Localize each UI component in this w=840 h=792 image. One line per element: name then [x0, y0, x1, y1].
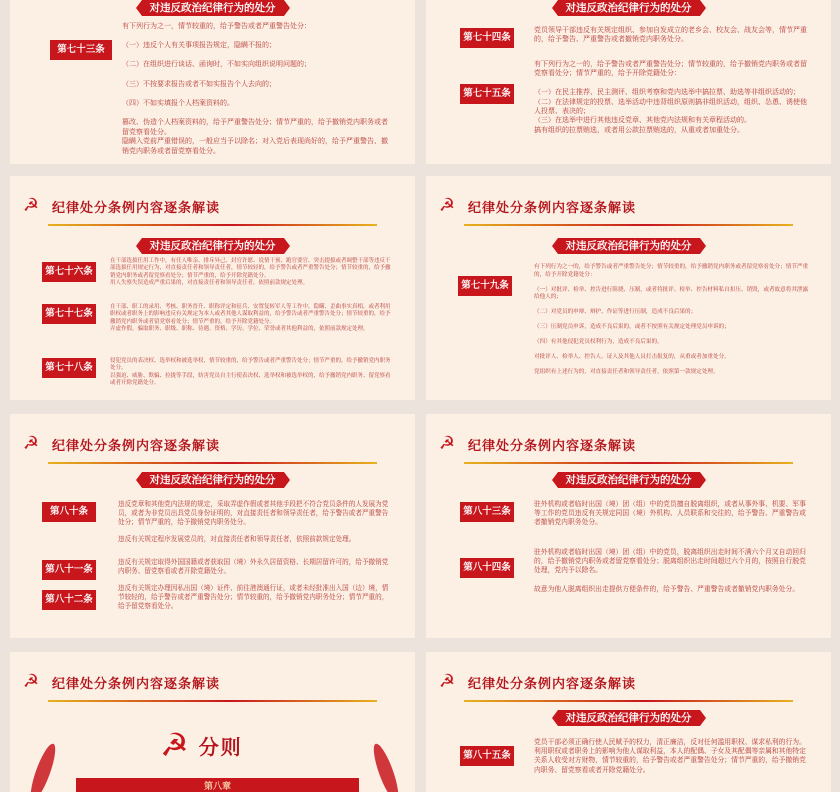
header-rule [464, 224, 793, 226]
banner: 对违反政治纪律行为的处分 [558, 472, 700, 488]
slide-header [20, 432, 220, 456]
banner: 对违反政治纪律行为的处分 [558, 0, 700, 16]
banner: 对违反政治纪律行为的处分 [142, 472, 284, 488]
slide-header [20, 670, 220, 694]
article-tag: 第八十二条 [42, 590, 96, 610]
article-text: 驻外机构或者临时出国（境）团（组）中的党员，脱离组织出走时间不满六个月又自动回归的，给予撤销党内职务或者留党察看处分；脱离组织出走时间超过六个月的，按照自行脱党处理，党内予以除名。 故意为他人脱离组织出走提供方便条件的，给予警告、严重警告或者撤销党内职务处分。 [534, 548, 806, 593]
banner: 对违反政治纪律行为的处分 [558, 238, 700, 254]
slide-article-79 [426, 176, 831, 400]
article-text: 驻外机构或者临时出国（境）团（组）中的党员擅自脱离组织，或者从事外事、机要、军事等工作的党员违反有关规定同国（境）外机构、人员联系和交往的，给予警告、严重警告或者撤销党内职务处分。 [534, 500, 806, 527]
article-text: 党员领导干部违反有关规定组织、参加自发成立的老乡会、校友会、战友会等，情节严重的，给予警告、严重警告或者撤销党内职务处分。 [534, 26, 807, 44]
article-tag: 第七十七条 [42, 304, 96, 324]
hammer-sickle-icon: ☭ [438, 433, 456, 454]
article-tag: 第八十三条 [460, 502, 514, 522]
article-tag: 第八十条 [42, 502, 96, 522]
header-title: 纪律处分条例内容逐条解读 [52, 438, 221, 454]
slide-article-73 [10, 0, 415, 164]
article-text: 违反党章和其他党内法规的规定，采取弄虚作假或者其他手段把不符合党员条件的人发展为党员，或者为非党员出具党员身份证明的，对直接责任者和领导责任者，给予警告或者严重警告处分；情节严重的，给予撤销党内职务处分。 违反有关规定程序发展党员的，对直接责任者和领导责任者，依照前款规定处理。 [118, 500, 389, 544]
section-title: 分则 [198, 734, 243, 759]
slide-article-83-84 [426, 414, 831, 638]
hammer-sickle-icon: ☭ [22, 671, 40, 692]
article-tag: 第七十六条 [42, 262, 96, 282]
slide-header [436, 432, 636, 456]
article-text: 有下列行为之一的，给予警告或者严重警告处分；情节较重的，给予撤销党内职务或者留党察看处分；情节严重的，给予开除党籍处分： （一）在民主推荐、民主测评、组织考察和党内选举中搞拉票、助选等非组织活动的； （二）在法律规定的投票、选举活动中违背组织原则搞非组织活动，组织、怂恿、诱使他人投票、表决的； （三）在选举中进行其他违反党章、其他党内法规和有关章程活动的。 搞有组织的拉票贿选，或者用公款拉票贿选的，从重或者加重处分。 [534, 60, 807, 134]
slide-header [436, 670, 636, 694]
article-tag: 第七十四条 [460, 28, 514, 48]
article-tag: 第七十九条 [458, 276, 512, 296]
slide-header [20, 194, 220, 218]
banner: 对违反政治纪律行为的处分 [558, 710, 700, 726]
wheat-left-icon [26, 741, 60, 792]
slide-header [436, 194, 636, 218]
article-text: 有下列行为之一，情节较重的，给予警告或者严重警告处分： （一）违反个人有关事项报告规定，隐瞒不报的； （二）在组织进行谈话、函询时，不如实向组织说明问题的； （三）不按要求报告或者不如实报告个人去向的； （四）不如实填报个人档案资料的。 篡改、伪造个人档案资料的，给予严重警告处分；情节严重的，给予撤销党内职务或者留党察看处分。 隐瞒入党前严重错误的，一般应当予以除名；对入党后表现尚好的，给予严重警告、撤销党内职务或者留党察看处分。 [122, 22, 388, 155]
slide-article-76-78 [10, 176, 415, 400]
chapter-band [76, 778, 359, 792]
section-head [160, 726, 243, 764]
slide-article-74-75 [426, 0, 831, 164]
slide-article-85 [426, 652, 831, 792]
header-rule [464, 700, 793, 702]
slide-article-80-82 [10, 414, 415, 638]
band-text: 第八章 [203, 782, 232, 792]
hammer-sickle-icon: ☭ [438, 195, 456, 216]
header-title: 纪律处分条例内容逐条解读 [52, 200, 221, 216]
article-tag: 第八十一条 [42, 560, 96, 580]
hammer-sickle-icon: ☭ [22, 195, 40, 216]
slide-section-fenze [10, 652, 415, 792]
header-rule [48, 462, 377, 464]
article-tag: 第七十三条 [50, 40, 112, 60]
article-tag: 第八十五条 [460, 746, 514, 766]
header-title: 纪律处分条例内容逐条解读 [468, 676, 637, 692]
hammer-sickle-icon: ☭ [160, 726, 189, 764]
article-tag: 第八十四条 [460, 558, 514, 578]
article-text: 在干部选拔任用工作中，有任人唯亲、排斥异己、封官许愿、说情干预、跑官要官、突击提拔或者调整干部等违反干部选拔任用规定行为，对直接责任者和领导责任者，情节较轻的，给予警告或者严重警告处分；情节较重的，给予撤销党内职务或者留党察看处分；情节严重的，给予开除党籍处分。 用人失察失误造成严重后果的，对直接责任者和领导责任者，依照前款规定处理。 [110, 258, 391, 287]
article-tag: 第七十八条 [42, 358, 96, 378]
article-text: 违反有关规定取得外国国籍或者获取国（境）外永久居留资格、长期居留许可的，给予撤销党内职务、留党察看或者开除党籍处分。 [118, 558, 389, 575]
hammer-sickle-icon: ☭ [438, 671, 456, 692]
article-text: 违反有关规定办理因私出国（境）证件、前往港澳通行证，或者未经批准出入国（边）境，情节较轻的，给予警告或者严重警告处分；情节较重的，给予撤销党内职务处分；情节严重的，给予留党察看处分。 [118, 584, 389, 610]
header-rule [48, 700, 377, 702]
header-title: 纪律处分条例内容逐条解读 [468, 438, 637, 454]
article-text: 有下列行为之一的，给予警告或者严重警告处分；情节较重的，给予撤销党内职务或者留党察看处分；情节严重的，给予开除党籍处分： （一）对批评、检举、控告进行阻挠、压制，或者将批评、检举、控告材料私自扣压、销毁，或者故意将其泄露给他人的； （二）对党员的申辩、辩护、作证等进行压制，造成不良后果的； （三）压制党员申诉，造成不良后果的，或者不按照有关规定处理党员申诉的； （四）有其他侵犯党员权利行为，造成不良后果的。 对批评人、检举人、控告人、证人及其他人员打击报复的，从重或者加重处分。 党组织有上述行为的，对直接责任者和领导责任者，依照第一款规定处理。 [534, 264, 809, 375]
header-rule [464, 462, 793, 464]
article-text: 侵犯党员的表决权、选举权和被选举权，情节较重的，给予警告或者严重警告处分；情节严重的，给予撤销党内职务处分。 以强迫、威胁、欺骗、拉拢等手段，妨害党员自主行使表决权、选举权和被选举权的，给予撤销党内职务、留党察看或者开除党籍处分。 [110, 358, 391, 387]
article-tag: 第七十五条 [460, 84, 514, 104]
header-rule [48, 224, 377, 226]
header-title: 纪律处分条例内容逐条解读 [468, 200, 637, 216]
banner: 对违反政治纪律行为的处分 [142, 238, 284, 254]
article-text: 在干部、职工的录用、考核、职务晋升、职称评定和征兵、安置复转军人等工作中，隐瞒、歪曲事实真相，或者利用职权或者职务上的影响违反有关规定为本人或者其他人谋取利益的，给予警告或者严重警告处分；情节较重的，给予撤销党内职务或者留党察看处分；情节严重的，给予开除党籍处分。 弄虚作假，骗取职务、职级、职称、待遇、资格、学历、学位、荣誉或者其他利益的，依照前款规定处理。 [110, 304, 391, 333]
hammer-sickle-icon: ☭ [22, 433, 40, 454]
header-title: 纪律处分条例内容逐条解读 [52, 676, 221, 692]
article-text: 党员干部必须正确行使人民赋予的权力，清正廉洁，反对任何滥用职权、谋求私利的行为。 利用职权或者职务上的影响为他人谋取利益，本人的配偶、子女及其配偶等亲属和其他特定关系人收受对方财物，情节较重的，给予警告或者严重警告处分；情节严重的，给予撤销党内职务、留党察看或者开除党籍处分。 [534, 738, 806, 774]
wheat-right-icon [369, 741, 403, 792]
banner: 对违反政治纪律行为的处分 [142, 0, 284, 16]
